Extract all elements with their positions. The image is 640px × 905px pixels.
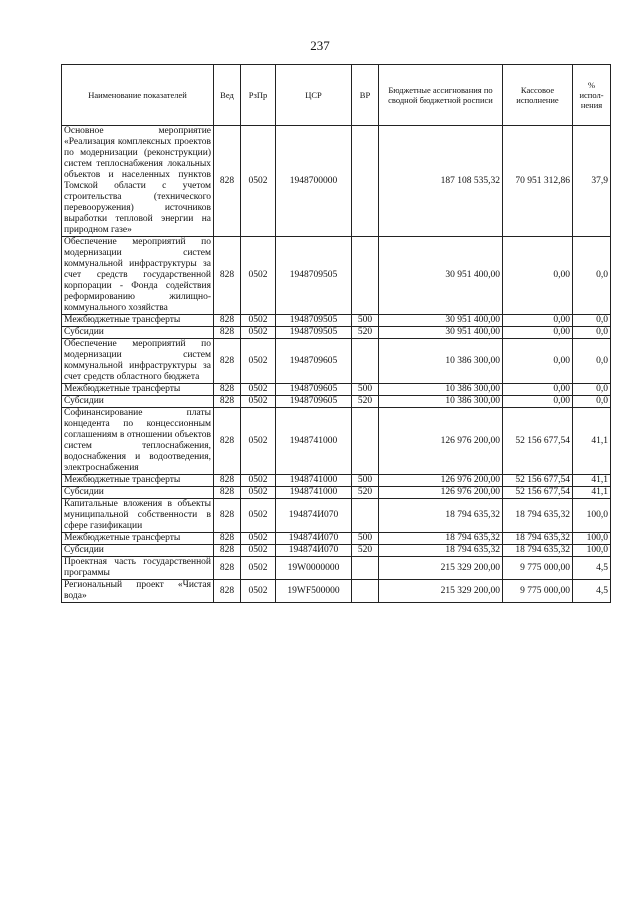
row-budget: 18 794 635,32 [379,545,503,557]
row-budget: 126 976 200,00 [379,408,503,475]
row-budget: 30 951 400,00 [379,315,503,327]
row-rzpr: 0502 [241,315,276,327]
row-csr: 194874И070 [276,545,352,557]
row-name: Проектная часть государственной программы [62,557,214,580]
row-name: Субсидии [62,487,214,499]
row-vr [352,339,379,384]
row-ved: 828 [214,533,241,545]
row-budget: 18 794 635,32 [379,533,503,545]
row-percent: 0,0 [573,315,611,327]
row-percent: 100,0 [573,545,611,557]
row-csr: 1948709605 [276,384,352,396]
table-row [62,237,611,315]
row-budget: 215 329 200,00 [379,557,503,580]
header-percent: % испол-нения [573,65,611,126]
row-name: Межбюджетные трансферты [62,475,214,487]
row-vr: 520 [352,545,379,557]
row-percent: 0,0 [573,339,611,384]
row-rzpr: 0502 [241,533,276,545]
row-ved: 828 [214,545,241,557]
row-ved: 828 [214,126,241,237]
header-rzpr: РзПр [241,65,276,126]
row-percent: 0,0 [573,237,611,315]
row-budget: 126 976 200,00 [379,487,503,499]
row-vr: 520 [352,327,379,339]
row-csr: 194874И070 [276,533,352,545]
row-rzpr: 0502 [241,499,276,533]
table-row [62,396,611,408]
row-percent: 41,1 [573,408,611,475]
row-budget: 30 951 400,00 [379,237,503,315]
row-percent: 0,0 [573,384,611,396]
table-row [62,327,611,339]
row-name: Субсидии [62,545,214,557]
row-cash: 18 794 635,32 [503,499,573,533]
row-cash: 0,00 [503,315,573,327]
table-row [62,545,611,557]
table-row [62,475,611,487]
row-cash: 9 775 000,00 [503,580,573,603]
row-name: Основное мероприятие «Реализация комплексных проектов по модернизации (реконструкции) систем теплоснабжения локальных объектов и населенных пунктов Томской области с учетом строительства (технического перевооружения) источников выработки тепловой энергии на природном газе» [62,126,214,237]
row-ved: 828 [214,339,241,384]
row-percent: 37,9 [573,126,611,237]
row-name: Региональный проект «Чистая вода» [62,580,214,603]
table-row [62,384,611,396]
row-name: Субсидии [62,327,214,339]
row-csr: 1948709505 [276,237,352,315]
row-ved: 828 [214,396,241,408]
row-budget: 187 108 535,32 [379,126,503,237]
row-csr: 1948741000 [276,408,352,475]
row-percent: 4,5 [573,580,611,603]
row-ved: 828 [214,408,241,475]
row-rzpr: 0502 [241,384,276,396]
row-budget: 10 386 300,00 [379,396,503,408]
row-cash: 18 794 635,32 [503,533,573,545]
row-csr: 1948741000 [276,487,352,499]
row-csr: 19WF500000 [276,580,352,603]
row-budget: 126 976 200,00 [379,475,503,487]
row-name: Субсидии [62,396,214,408]
table-row [62,580,611,603]
table-row [62,487,611,499]
row-cash: 0,00 [503,327,573,339]
row-name: Обеспечение мероприятий по модернизации систем коммунальной инфраструктуры за счет средств государственной корпорации - Фонда содействия реформированию жилищно-коммунального хозяйства [62,237,214,315]
row-ved: 828 [214,475,241,487]
row-rzpr: 0502 [241,396,276,408]
row-percent: 0,0 [573,327,611,339]
row-rzpr: 0502 [241,475,276,487]
page-number: 237 [310,38,330,53]
table-row [62,408,611,475]
row-ved: 828 [214,580,241,603]
row-name: Межбюджетные трансферты [62,533,214,545]
row-name: Межбюджетные трансферты [62,315,214,327]
row-budget: 30 951 400,00 [379,327,503,339]
row-vr [352,557,379,580]
row-percent: 4,5 [573,557,611,580]
row-percent: 100,0 [573,533,611,545]
table-row [62,499,611,533]
row-csr: 1948700000 [276,126,352,237]
row-csr: 1948709505 [276,327,352,339]
row-csr: 1948741000 [276,475,352,487]
row-ved: 828 [214,499,241,533]
row-rzpr: 0502 [241,408,276,475]
row-budget: 18 794 635,32 [379,499,503,533]
row-ved: 828 [214,315,241,327]
row-ved: 828 [214,487,241,499]
table-row [62,315,611,327]
header-cash: Кассовое исполнение [503,65,573,126]
row-vr: 500 [352,533,379,545]
row-rzpr: 0502 [241,339,276,384]
row-rzpr: 0502 [241,327,276,339]
row-vr [352,499,379,533]
row-cash: 0,00 [503,237,573,315]
row-cash: 18 794 635,32 [503,545,573,557]
header-budget: Бюджетные ассигнования по сводной бюджетной росписи [379,65,503,126]
row-vr: 520 [352,396,379,408]
row-percent: 41,1 [573,475,611,487]
row-name: Капитальные вложения в объекты муниципальной собственности в сфере газификации [62,499,214,533]
row-ved: 828 [214,237,241,315]
row-csr: 19W0000000 [276,557,352,580]
row-percent: 41,1 [573,487,611,499]
row-percent: 0,0 [573,396,611,408]
row-vr: 520 [352,487,379,499]
row-budget: 10 386 300,00 [379,339,503,384]
row-cash: 9 775 000,00 [503,557,573,580]
row-vr [352,580,379,603]
header-vr: ВР [352,65,379,126]
row-rzpr: 0502 [241,126,276,237]
row-rzpr: 0502 [241,545,276,557]
budget-execution-table [61,64,611,603]
table-row [62,557,611,580]
row-cash: 52 156 677,54 [503,408,573,475]
row-cash: 0,00 [503,396,573,408]
row-name: Межбюджетные трансферты [62,384,214,396]
row-vr [352,126,379,237]
row-csr: 1948709605 [276,396,352,408]
row-name: Обеспечение мероприятий по модернизации систем коммунальной инфраструктуры за счет средств областного бюджета [62,339,214,384]
row-cash: 70 951 312,86 [503,126,573,237]
row-cash: 0,00 [503,339,573,384]
header-name: Наименование показателей [62,65,214,126]
row-vr [352,408,379,475]
row-budget: 215 329 200,00 [379,580,503,603]
row-name: Софинансирование платы концедента по концессионным соглашениям в отношении объектов систем теплоснабжения, водоснабжения и водоотведения, электроснабжения [62,408,214,475]
row-vr [352,237,379,315]
row-csr: 1948709505 [276,315,352,327]
row-rzpr: 0502 [241,487,276,499]
row-budget: 10 386 300,00 [379,384,503,396]
row-rzpr: 0502 [241,237,276,315]
row-csr: 1948709605 [276,339,352,384]
row-percent: 100,0 [573,499,611,533]
row-vr: 500 [352,384,379,396]
table-row [62,339,611,384]
row-vr: 500 [352,475,379,487]
row-ved: 828 [214,384,241,396]
row-ved: 828 [214,557,241,580]
header-ved: Вед [214,65,241,126]
row-ved: 828 [214,327,241,339]
table-header-row [62,65,611,126]
header-csr: ЦСР [276,65,352,126]
row-csr: 194874И070 [276,499,352,533]
row-rzpr: 0502 [241,557,276,580]
table-row [62,126,611,237]
row-cash: 0,00 [503,384,573,396]
row-vr: 500 [352,315,379,327]
row-rzpr: 0502 [241,580,276,603]
row-cash: 52 156 677,54 [503,487,573,499]
row-cash: 52 156 677,54 [503,475,573,487]
table-row [62,533,611,545]
